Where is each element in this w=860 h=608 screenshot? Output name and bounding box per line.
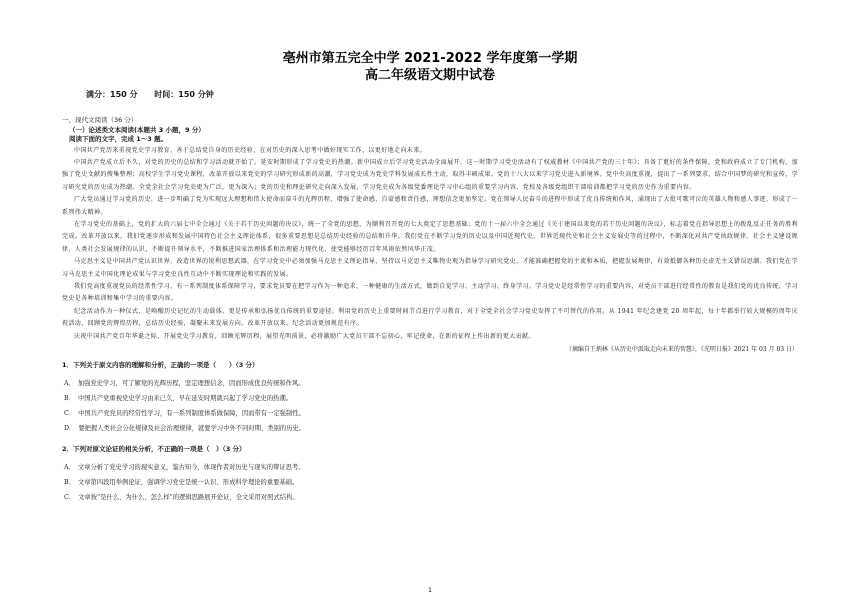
question-option (62, 406, 798, 421)
option-letter: B． (64, 395, 75, 402)
option-text: 文章第四段用举例论证，强调学习党史是统一认识、形成科学理论的重要基础。 (77, 479, 299, 486)
question-2 (62, 444, 798, 505)
exam-time: 时间：150 分钟 (154, 90, 214, 99)
full-score: 满分：150 分 (86, 90, 138, 99)
passage-paragraph: 马克思主义是中国共产党认识世界、改造世界的锐利思想武器，在学习党史中必须加强马克思主义理论指导，坚持以马克思主义唯物史观为指导学习研究党史，才能准确把握党的主流和本质，把握发展规律，有效抵御各种历史虚无主义错误思潮。我们党在学习马克思主义中国化理论成果与学习党史良性互动中不断实现理论和实践的发展。 (62, 258, 798, 278)
option-letter: A． (64, 380, 75, 387)
passage-paragraph: 庆祝中国共产党百年华诞之际，开展党史学习教育，回顾光辉历程，展望光明前景，必将激励广大党员干部不忘初心，牢记使命，在新的征程上作出新的更大贡献。 (74, 332, 535, 340)
passage-paragraph: 中国共产党成立后不久，对党的历史的总结和学习活动就开始了。延安时期形成了学习党史的热潮。新中国成立后学习党史活动全面展开。这一时期学习党史活动有了权威教材《中国共产党的三十年》；具备了更好的条件保障，党和政府成立了专门机构，加强了党史文献的搜集整理；高校学生学习党史课程，改革开放以来党史的学习研究形成新的高潮，学习党史成为党史学科发展成长性主动，取得丰硕成果。党的十八大以来学习党史进入新境界。党中央高度重视，提出了一系列要求，结合中国梦的研究和宣传，学习研究党的历史成为热潮。全党全社会学习党史更为广泛，更为深入；党的历史和理论研究走向深入发展，学习党史成为各级党委理论学习中心组的重要学习内容，党校及各级党组织干部培训都把学习党的历史作为重要内容。 (62, 158, 799, 191)
option-text: 加强党史学习，可了解党的光辉历程，坚定理想信念，因而形成优良传统和作风。 (77, 380, 305, 387)
passage-paragraph: 广大党员通过学习党的历史，进一步明确了党为实现远大理想和伟大使命而奋斗的光辉历程，增强了使命感、自豪感和责任感，理想信念更加坚定。党在领导人民奋斗的进程中形成了优良传统和作风，涌现出了大批可歌可泣的英雄人物和感人事迹，形成了一系列伟大精神。 (62, 196, 798, 216)
passage-source: （摘编自王炳林《从历史中汲取走向未来的智慧》，《光明日报》2021 年 03 月 03 日） (565, 346, 798, 353)
option-letter: D． (64, 425, 76, 432)
passage-paragraph: 纪念活动作为一种仪式，是唤醒历史记忆的生动载体，更是传承和弘扬优良传统的重要途径。利用党的历史上重要时间节点进行学习教育，对于全党全社会学习党史发挥了不可替代的作用。从 1941 年纪念建党 20 周年起，每十年都举行较大规模的周年庆祝活动，回顾党的辉煌历程，总结历史经验，凝聚未来发展方向。改革开放以来，纪念活动更加规范有序。 (62, 307, 798, 328)
reading-passage (62, 145, 798, 344)
passage-paragraph: 在学习党史的基础上，党的扩大的六届七中全会通过《关于若干历史问题的决议》，统一了全党的思想，为顺利召开党的七大奠定了思想基础；党的十一届六中全会通过《关于建国以来党的若干历史问题的决议》，标志着党在指导思想上的拨乱反正任务的胜利完成。改革开放以来，我们党逐步形成和发展中国特色社会主义理论体系，很多重要思想是总结历史经验的总结和升华。我们党在不断学习党的历史以及中国近现代史、世界近现代史和社会主义发展史等的过程中，不断深化对共产党执政规律、社会主义建设规律、人类社会发展规律的认识，不断提升领导水平，不断推进国家治理体系和治理能力现代化，使党能够经历百年风雨依然风华正茂。 (62, 220, 798, 253)
reading-instruction: 阅读下面的文字，完成 1～3 题。 (69, 135, 168, 143)
option-text: 要把握人类社会分化规律及社会治理规律，就要学习中外不同时期、类别的历史。 (78, 425, 306, 432)
exam-title-line1: 亳州市第五完全中学 2021-2022 学年度第一学期 (282, 51, 578, 66)
question-option (62, 475, 798, 490)
question-option (62, 490, 798, 505)
passage-paragraph: 我们党高度重视党员的经常性学习，有一系列制度体系保障学习，要求党员要在把学习作为一种追求、一种健康的生活方式，做到自觉学习、主动学习、终身学习。学习党史是经常性学习的重要内容，对党员干部进行经常性的教育是我们党的优良传统，学习党史是各种培训和集中学习的重要内容。 (62, 282, 798, 303)
question-option (62, 376, 798, 391)
question-stem: 2．下列对原文论证的相关分析，不正确的一项是（ ）（3 分） (62, 445, 246, 453)
option-letter: B． (64, 479, 75, 486)
option-letter: C． (64, 494, 76, 501)
option-letter: A． (64, 464, 75, 471)
option-text: 中国共产党重视党史学习由来已久，早在延安时期就兴起了学习党史的热潮。 (77, 395, 293, 402)
question-option (62, 421, 798, 436)
section-heading: 一、现代文阅读（36 分） (62, 116, 138, 124)
exam-meta (62, 89, 798, 100)
question-stem: 1．下列关于原文内容的理解和分析，正确的一项是（ ）（3 分） (62, 361, 259, 369)
option-text: 文章按“是什么、为什么、怎么样”的逻辑思路展开论证，全文采用对照式结构。 (78, 494, 299, 501)
passage-paragraph: 中国共产党历来重视党史学习教育，善于总结党自身的历史经验，在对历史的深入思考中做好现实工作，以更好地走向未来。 (74, 146, 427, 154)
section-subheading: （一）论述类文本阅读(本题共 3 小题，9 分） (69, 125, 205, 134)
question-option (62, 391, 798, 406)
question-1 (62, 360, 798, 436)
option-letter: C． (64, 410, 76, 417)
page-number: 1 (428, 587, 432, 594)
exam-title-line2: 高二年级语文期中试卷 (364, 68, 495, 83)
question-option (62, 460, 798, 475)
option-text: 中国共产党党员的经常性学习，有一系列制度体系做保障，因而带有一定强制性。 (78, 410, 305, 417)
option-text: 文章分析了党史学习的现实意义，鉴古知今，体现作者对历史与现实的辩证思考。 (77, 464, 305, 471)
